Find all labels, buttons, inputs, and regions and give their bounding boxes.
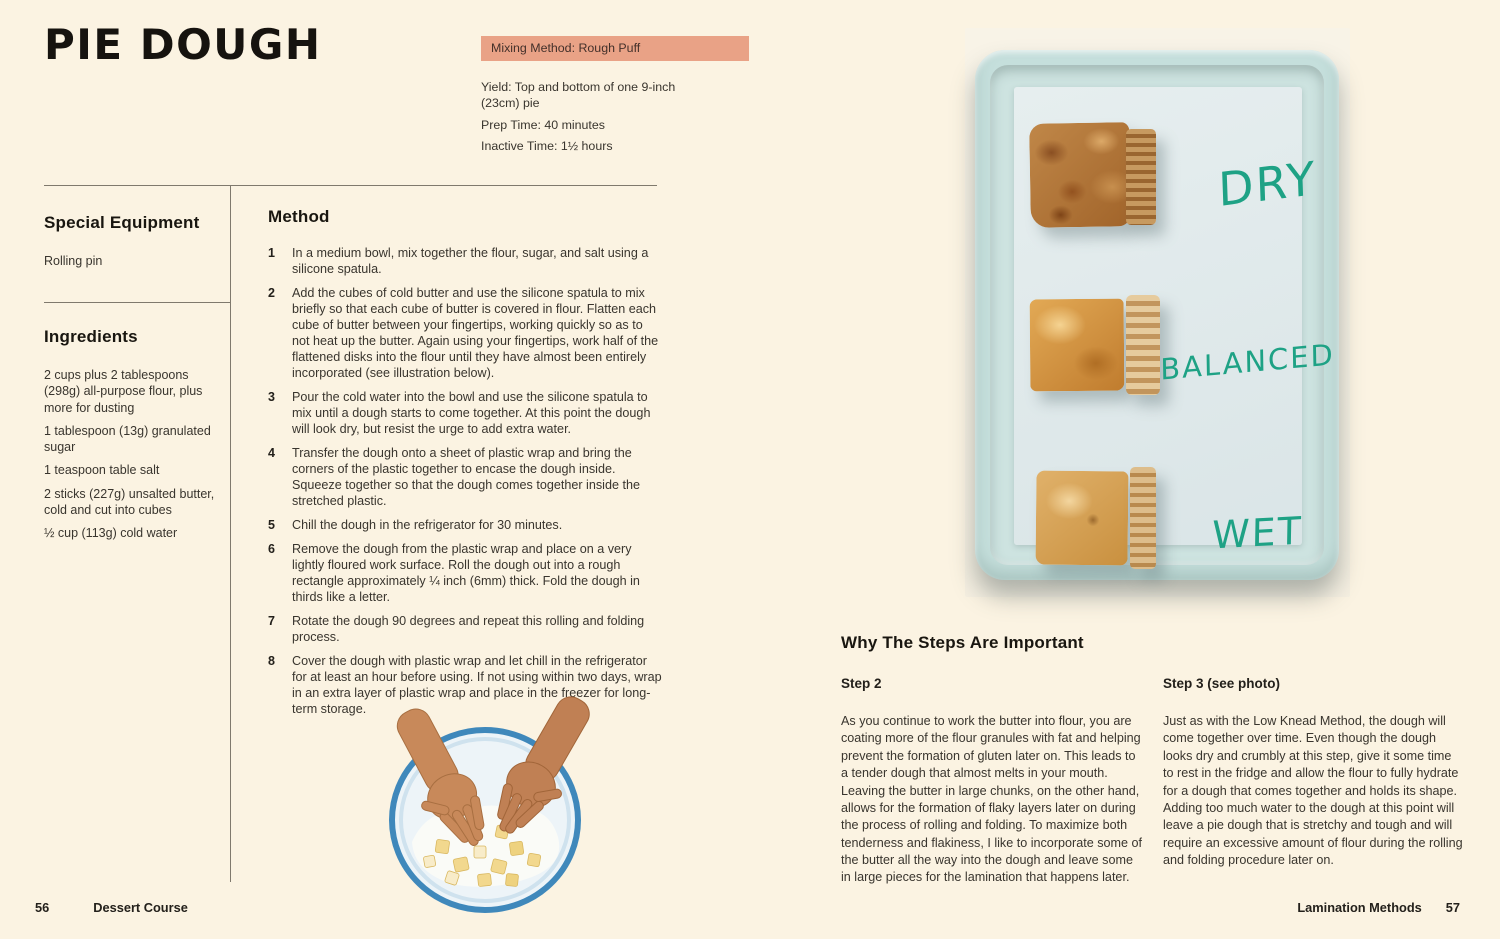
tray-surface (990, 65, 1335, 565)
footer-right (1297, 900, 1460, 915)
section-name-right: Lamination Methods (1297, 900, 1422, 915)
step-text: In a medium bowl, mix together the flour, sugar, and salt using a silicone spatula. (292, 246, 649, 276)
divider-horizontal (44, 185, 657, 186)
why-column-step2 (841, 676, 1143, 887)
step-text: Chill the dough in the refrigerator for 30 minutes. (292, 517, 563, 532)
ingredient-item: ½ cup (113g) cold water (44, 526, 178, 540)
ingredient-item: 1 teaspoon table salt (44, 463, 160, 478)
equipment-heading: Special Equipment (44, 213, 200, 232)
step-number: 7 (268, 613, 275, 628)
pastry-dry-cross-section (1126, 129, 1156, 225)
section-name-left: Dessert Course (93, 900, 188, 915)
step-text: Rotate the dough 90 degrees and repeat this rolling and folding process. (292, 613, 645, 644)
step-text: Add the cubes of cold butter and use the silicone spatula to mix briefly so that each cube of butter is covered in flour. Flatten each cube of butter between your fingertips, working quickly so as to not heat up the butter. Again using your fingertips, work half of the flattened disks into the flour until they have almost been entirely incorporated (see illustration below). (292, 285, 659, 380)
step-number: 5 (268, 517, 275, 532)
step-text: Remove the dough from the plastic wrap and place on a very lightly floured work surface. Roll the dough out into a rough rectangle approximately ¼ inch (6mm) thick. Fold the dough in thirds like a letter. (292, 541, 640, 604)
method-steps (268, 246, 662, 726)
step-text: Cover the dough with plastic wrap and let chill in the refrigerator for at least an hour before using. If not using within two days, wrap in an extra layer of plastic wrap and place in the freezer for long-term storage. (292, 653, 662, 716)
method-step (268, 286, 662, 382)
step-text: Pour the cold water into the bowl and use the silicone spatula to mix until a dough starts to come together. At this point the dough will look dry, but resist the urge to add extra water. (292, 389, 651, 436)
ingredient-item: 2 sticks (227g) unsalted butter, cold and cut into cubes (44, 486, 215, 517)
label-dry: DRY (1217, 150, 1318, 218)
step-number: 3 (268, 389, 275, 404)
inactive-time-text: Inactive Time: 1½ hours (481, 139, 613, 154)
why-body: Just as with the Low Knead Method, the dough will come together over time. Even though the dough looks dry and crumbly at this step, give it some time to rest in the fridge and allow the flour to fully hydrate for a dough that comes together and holds its shape. Adding too much water to the dough at this point will leave a pie dough that is stretchy and tough and will require an excessive amount of flour during the rolling and folding procedure later on. (1163, 714, 1463, 867)
mixing-method-badge: Mixing Method: Rough Puff (481, 36, 749, 61)
page-number-right: 57 (1445, 900, 1460, 915)
divider-equipment (44, 302, 230, 303)
ingredient-item: 2 cups plus 2 tablespoons (298g) all-purpose flour, plus more for dusting (44, 368, 203, 415)
why-column-step3 (1163, 676, 1465, 869)
label-wet: WET (1211, 508, 1304, 558)
pastry-balanced (1030, 299, 1125, 392)
method-step (268, 518, 662, 534)
why-subhead: Step 3 (see photo) (1163, 676, 1281, 691)
step-number: 6 (268, 541, 275, 556)
method-step (268, 614, 662, 646)
divider-vertical (230, 185, 231, 882)
step-text: Transfer the dough onto a sheet of plastic wrap and bring the corners of the plastic together to encase the dough inside. Squeeze together so that the dough comes together inside the stretched plastic. (292, 445, 640, 508)
mixing-hands-illustration (350, 690, 620, 926)
pastry-wet-cross-section (1130, 467, 1156, 569)
yield-text: Yield: Top and bottom of one 9-inch (23cm) pie (481, 80, 676, 111)
step-number: 8 (268, 653, 275, 668)
pastry-dry (1029, 122, 1131, 228)
recipe-title: PIE DOUGH (44, 20, 322, 69)
comparison-photo (965, 28, 1350, 597)
label-balanced: BALANCED (1160, 337, 1335, 387)
footer-left (35, 900, 188, 915)
recipe-meta (481, 79, 676, 160)
parchment-paper (1014, 87, 1335, 558)
equipment-item: Rolling pin (44, 254, 103, 268)
pastry-balanced-cross-section (1126, 295, 1160, 395)
method-heading: Method (268, 207, 330, 226)
why-body: As you continue to work the butter into flour, you are coating more of the flour granules with fat and helping prevent the formation of gluten later on. This leads to a tender dough that almost melts in your mouth. Leaving the butter in large chunks, on the other hand, allows for the formation of flaky layers later on during the process of rolling and folding. To maximize both tenderness and flakiness, I like to incorporate some of the butter all the way into the dough and leave some in large pieces for the lamination that happens later. (841, 714, 1143, 885)
ingredient-item: 1 tablespoon (13g) granulated sugar (44, 423, 211, 454)
prep-time-text: Prep Time: 40 minutes (481, 117, 605, 132)
why-subhead: Step 2 (841, 676, 882, 691)
method-step (268, 542, 662, 606)
step-number: 2 (268, 285, 275, 300)
method-step (268, 390, 662, 438)
method-step (268, 246, 662, 278)
step-number: 4 (268, 445, 275, 460)
step-number: 1 (268, 246, 275, 260)
why-heading: Why The Steps Are Important (841, 633, 1084, 652)
pastry-wet (1036, 471, 1129, 566)
baking-tray (975, 50, 1339, 580)
page-number-left: 56 (35, 900, 50, 915)
ingredients-heading: Ingredients (44, 327, 138, 346)
method-step (268, 446, 662, 510)
ingredients-list (44, 367, 220, 548)
